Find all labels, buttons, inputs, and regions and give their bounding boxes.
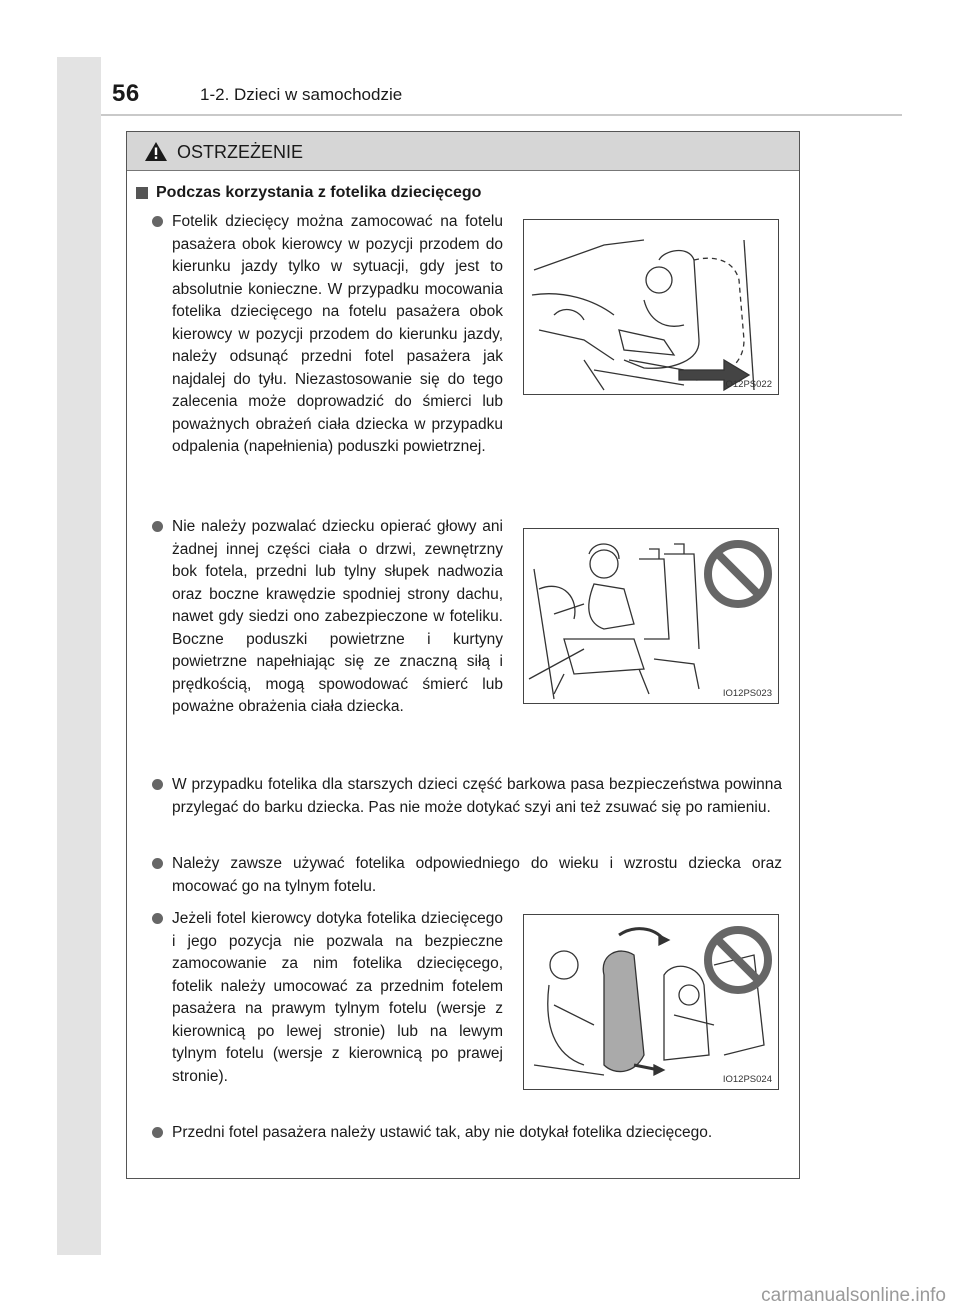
- bullet-text: Nie należy pozwalać dziecku opierać głowy ani żadnej innej części ciała o drzwi, zewnętrzny bok fotela, przedni lub tylny słupek nadwozia oraz boczne krawędzie spodniej strony dachu, nawet gdy siedzi ono zabezpieczone w foteliku. Boczne poduszki powietrzne i kurtyny powietrzne napełniając się ze znaczną siłą i prędkością, mogą spowodować śmierć lub poważne obrażenia ciała dziecka.: [172, 518, 503, 715]
- page-number: 56: [112, 80, 140, 107]
- warning-header: [127, 132, 799, 171]
- illustration-code: IO12PS023: [722, 688, 772, 699]
- bullet-item: [172, 908, 503, 1088]
- bullet-dot-icon: [152, 913, 163, 924]
- bullet-item: [172, 853, 782, 898]
- illustration-front-seat-child-seat: [523, 219, 779, 395]
- bullet-text: W przypadku fotelika dla starszych dzieci część barkowa pasa bezpieczeństwa powinna przylegać do barku dziecka. Pas nie może dotykać szyi ani też zsuwać się po ramieniu.: [172, 776, 782, 816]
- illustration-driver-seat-touching-child-seat: [523, 914, 779, 1090]
- bullet-text: Należy zawsze używać fotelika odpowiedniego do wieku i wzrostu dziecka oraz mocować go na tylnym fotelu.: [172, 855, 782, 895]
- bullet-dot-icon: [152, 858, 163, 869]
- illustration-child-in-rear-seat: [523, 528, 779, 704]
- illustration-code: IO12PS022: [722, 379, 772, 390]
- bullet-dot-icon: [152, 779, 163, 790]
- bullet-text: Fotelik dziecięcy można zamocować na fotelu pasażera obok kierowcy w pozycji przodem do kierunku jazdy tylko w sytuacji, gdy jest to absolutnie konieczne. W przypadku mocowania fotelika dziecięcego na fotelu pasażera obok kierowcy w pozycji przodem do kierunku jazdy, należy odsunąć przedni fotel pasażera jak najdalej do tyłu. Niezastosowanie się do tego zalecenia może doprowadzić do śmierci lub poważnych obrażeń ciała dziecka w przypadku odpalenia (napełnienia) poduszki powietrznej.: [172, 213, 503, 455]
- header-divider: [101, 114, 902, 116]
- bullet-item: [172, 211, 503, 459]
- warning-box: [126, 131, 800, 1179]
- bullet-dot-icon: [152, 1127, 163, 1138]
- watermark: carmanualsonline.info: [761, 1285, 946, 1306]
- subheading: [127, 184, 481, 202]
- square-bullet-icon: [136, 187, 148, 199]
- bullet-item: [172, 1122, 782, 1145]
- front-seat-child-seat-drawing: [524, 220, 778, 394]
- subheading-text: Podczas korzystania z fotelika dziecięcego: [156, 184, 482, 201]
- bullet-text: Przedni fotel pasażera należy ustawić tak, aby nie dotykał fotelika dziecięcego.: [172, 1124, 713, 1141]
- warning-label: OSTRZEŻENIE: [177, 142, 304, 162]
- section-title: 1-2. Dzieci w samochodzie: [200, 85, 403, 104]
- child-in-rear-seat-drawing: [524, 529, 778, 703]
- bullet-item: [172, 516, 503, 719]
- bullet-item: [172, 774, 782, 819]
- bullet-dot-icon: [152, 216, 163, 227]
- illustration-code: IO12PS024: [722, 1074, 772, 1085]
- side-margin-bar: [57, 57, 101, 1255]
- warning-triangle-icon: [144, 141, 168, 162]
- bullet-text: Jeżeli fotel kierowcy dotyka fotelika dziecięcego i jego pozycja nie pozwala na bezpieczne zamocowanie za nim fotelika dziecięcego, fotelik należy umocować za przednim fotelem pasażera na prawym tylnym fotelu (wersje z kierownicą po lewej stronie) lub na lewym tylnym fotelu (wersje z kierownicą po prawej stronie).: [172, 910, 503, 1085]
- bullet-dot-icon: [152, 521, 163, 532]
- driver-seat-touching-child-seat-drawing: [524, 915, 778, 1089]
